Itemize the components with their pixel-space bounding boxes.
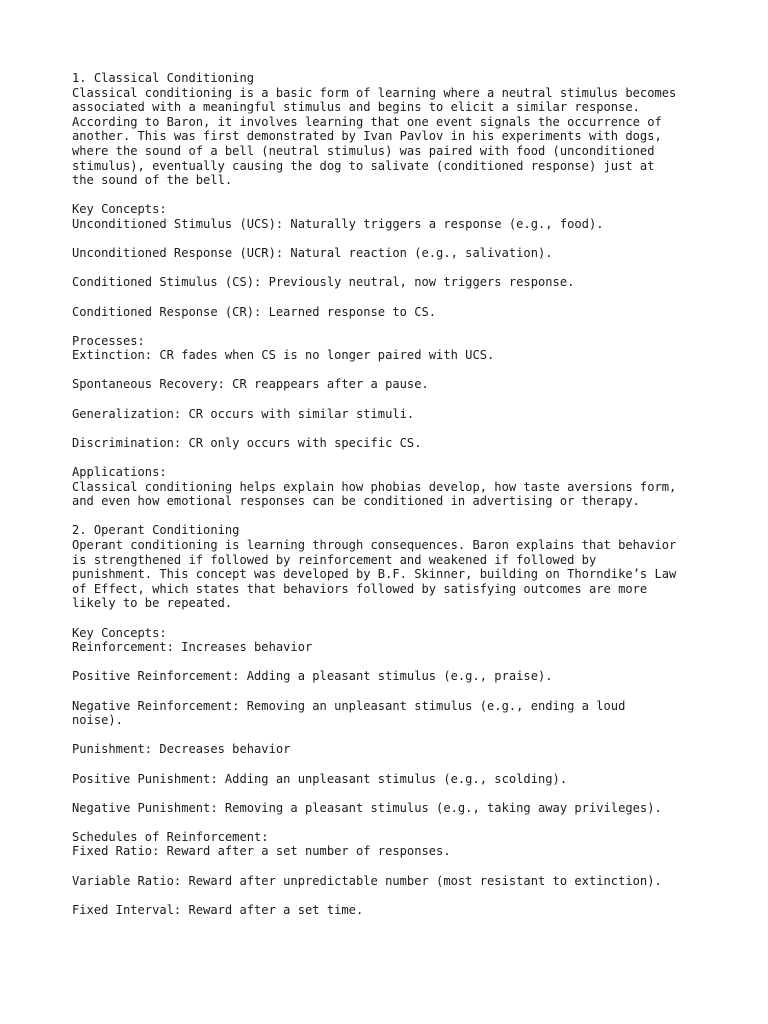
section-2-heading: 2. Operant Conditioning — [72, 523, 240, 538]
key-concept-negative-reinforcement: Negative Reinforcement: Removing an unpleasant stimulus (e.g., ending a loud noise). — [72, 698, 626, 728]
process-spontaneous-recovery: Spontaneous Recovery: CR reappears after a pause. — [72, 377, 429, 392]
section-1-heading: 1. Classical Conditioning — [72, 71, 255, 85]
section-2-key-concepts-heading: Key Concepts: — [72, 625, 167, 640]
process-discrimination: Discrimination: CR only occurs with specific CS. — [72, 435, 422, 450]
key-concept-cr: Conditioned Response (CR): Learned response to CS. — [72, 304, 437, 319]
schedule-fixed-ratio: Fixed Ratio: Reward after a set number of responses. — [72, 844, 451, 859]
key-concept-ucs: Unconditioned Stimulus (UCS): Naturally triggers a response (e.g., food). — [72, 216, 604, 231]
applications-text: Classical conditioning helps explain how phobias develop, how taste aversions form, and even how emotional responses can be conditioned in advertising or therapy. — [72, 479, 677, 509]
schedule-variable-ratio: Variable Ratio: Reward after unpredictable number (most resistant to extinction). — [72, 873, 662, 888]
process-extinction: Extinction: CR fades when CS is no longer paired with UCS. — [72, 348, 495, 363]
section-2-intro: Operant conditioning is learning through consequences. Baron explains that behavior is strengthened if followed by reinforcement and weakened if followed by punishment. This concept was developed by B.F. Skinner, building on Thorndike’s Law of Effect, which states that behaviors followed by satisfying outcomes are more likely to be repeated. — [72, 538, 677, 611]
section-1-key-concepts-heading: Key Concepts: — [72, 202, 167, 217]
key-concept-positive-reinforcement: Positive Reinforcement: Adding a pleasant stimulus (e.g., praise). — [72, 669, 553, 684]
key-concept-negative-punishment: Negative Punishment: Removing a pleasant stimulus (e.g., taking away privileges). — [72, 800, 662, 815]
key-concept-cs: Conditioned Stimulus (CS): Previously neutral, now triggers response. — [72, 275, 575, 290]
processes-heading: Processes: — [72, 333, 145, 348]
key-concept-positive-punishment: Positive Punishment: Adding an unpleasant stimulus (e.g., scolding). — [72, 771, 568, 786]
applications-heading: Applications: — [72, 465, 167, 480]
section-1-intro: Classical conditioning is a basic form of learning where a neutral stimulus becomes associated with a meaningful stimulus and begins to elicit a similar response. According to Baron, it involves learning that one event signals the occurrence of another. This was first demonstrated by Ivan Pavlov in his experiments with dogs, where the sound of a bell (neutral stimulus) was paired with food (unconditioned stimulus), eventually causing the dog to salivate (conditioned response) just at the sound of the bell. — [72, 85, 677, 188]
key-concept-reinforcement: Reinforcement: Increases behavior — [72, 640, 313, 655]
schedule-fixed-interval: Fixed Interval: Reward after a set time. — [72, 902, 364, 917]
key-concept-punishment: Punishment: Decreases behavior — [72, 742, 291, 757]
key-concept-ucr: Unconditioned Response (UCR): Natural reaction (e.g., salivation). — [72, 246, 553, 261]
process-generalization: Generalization: CR occurs with similar stimuli. — [72, 406, 415, 421]
schedules-heading: Schedules of Reinforcement: — [72, 829, 269, 844]
